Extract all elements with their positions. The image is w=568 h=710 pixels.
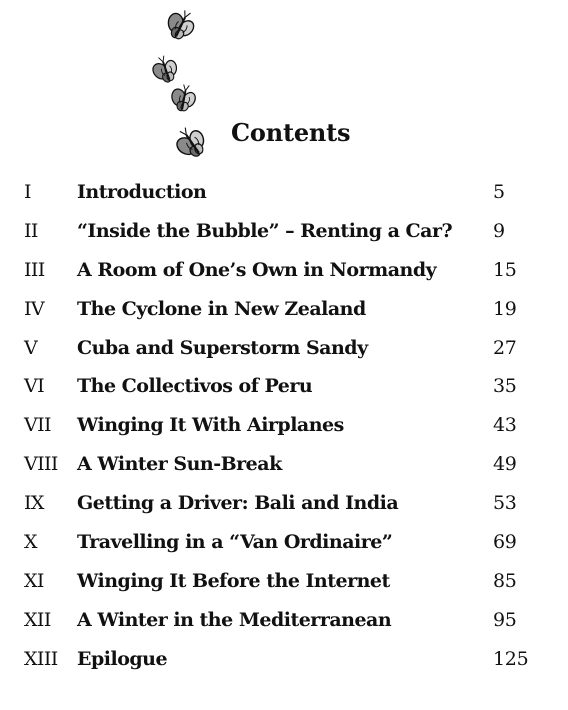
page-number: 9 — [493, 219, 505, 242]
page-number: 27 — [493, 336, 517, 359]
toc-entry[interactable] — [0, 450, 568, 489]
page-number: 95 — [493, 608, 517, 631]
toc-entry[interactable] — [0, 411, 568, 450]
toc-entry[interactable] — [0, 334, 568, 373]
toc-entry[interactable] — [0, 567, 568, 606]
chapter-numeral: IV — [24, 297, 45, 320]
butterfly-decoration — [150, 6, 210, 166]
butterfly-icon — [167, 82, 200, 114]
toc-entry[interactable] — [0, 645, 568, 684]
page-title: Contents — [231, 118, 351, 147]
chapter-numeral: I — [24, 181, 31, 203]
page-number: 19 — [493, 297, 517, 320]
chapter-numeral: II — [24, 219, 38, 242]
chapter-numeral: X — [24, 531, 37, 554]
page-number: 49 — [493, 453, 517, 476]
chapter-title: “Inside the Bubble” – Renting a Car? — [77, 219, 453, 242]
chapter-title: A Winter Sun-Break — [77, 453, 282, 476]
chapter-title: The Collectivos of Peru — [77, 375, 313, 398]
chapter-title: Epilogue — [77, 647, 168, 670]
page-number: 35 — [493, 375, 517, 398]
toc-entry[interactable] — [0, 606, 568, 645]
page-number: 5 — [493, 181, 505, 203]
page-number: 85 — [493, 569, 517, 592]
chapter-numeral: V — [24, 336, 38, 359]
page-number: 53 — [493, 492, 517, 515]
toc-entry[interactable] — [0, 489, 568, 528]
page-number: 125 — [493, 647, 529, 670]
toc-entry[interactable] — [0, 178, 568, 217]
page-number: 43 — [493, 414, 517, 437]
chapter-numeral: VI — [24, 375, 45, 398]
chapter-title: Introduction — [77, 181, 207, 203]
butterfly-icon — [168, 121, 210, 166]
table-of-contents — [0, 178, 568, 684]
chapter-title: Winging It Before the Internet — [77, 569, 390, 592]
butterfly-cluster — [150, 6, 210, 166]
toc-entry[interactable] — [0, 217, 568, 256]
toc-entry[interactable] — [0, 372, 568, 411]
chapter-numeral: XI — [24, 569, 44, 592]
chapter-numeral: XII — [24, 608, 51, 631]
chapter-numeral: III — [24, 258, 45, 281]
page-number: 15 — [493, 258, 517, 281]
chapter-title: Getting a Driver: Bali and India — [77, 492, 399, 515]
butterfly-icon — [150, 52, 183, 87]
butterfly-icon — [160, 6, 201, 45]
chapter-numeral: VII — [24, 414, 51, 437]
page-number: 69 — [493, 531, 517, 554]
chapter-title: The Cyclone in New Zealand — [77, 297, 366, 320]
chapter-numeral: XIII — [24, 647, 58, 670]
chapter-numeral: VIII — [24, 453, 58, 476]
chapter-title: A Winter in the Mediterranean — [77, 608, 392, 631]
chapter-numeral: IX — [24, 492, 44, 515]
toc-entry[interactable] — [0, 528, 568, 567]
chapter-title: Winging It With Airplanes — [77, 414, 344, 437]
chapter-title: Cuba and Superstorm Sandy — [77, 336, 368, 359]
chapter-title: A Room of One’s Own in Normandy — [77, 258, 437, 281]
toc-entry[interactable] — [0, 256, 568, 295]
toc-entry[interactable] — [0, 295, 568, 334]
chapter-title: Travelling in a “Van Ordinaire” — [77, 531, 393, 554]
